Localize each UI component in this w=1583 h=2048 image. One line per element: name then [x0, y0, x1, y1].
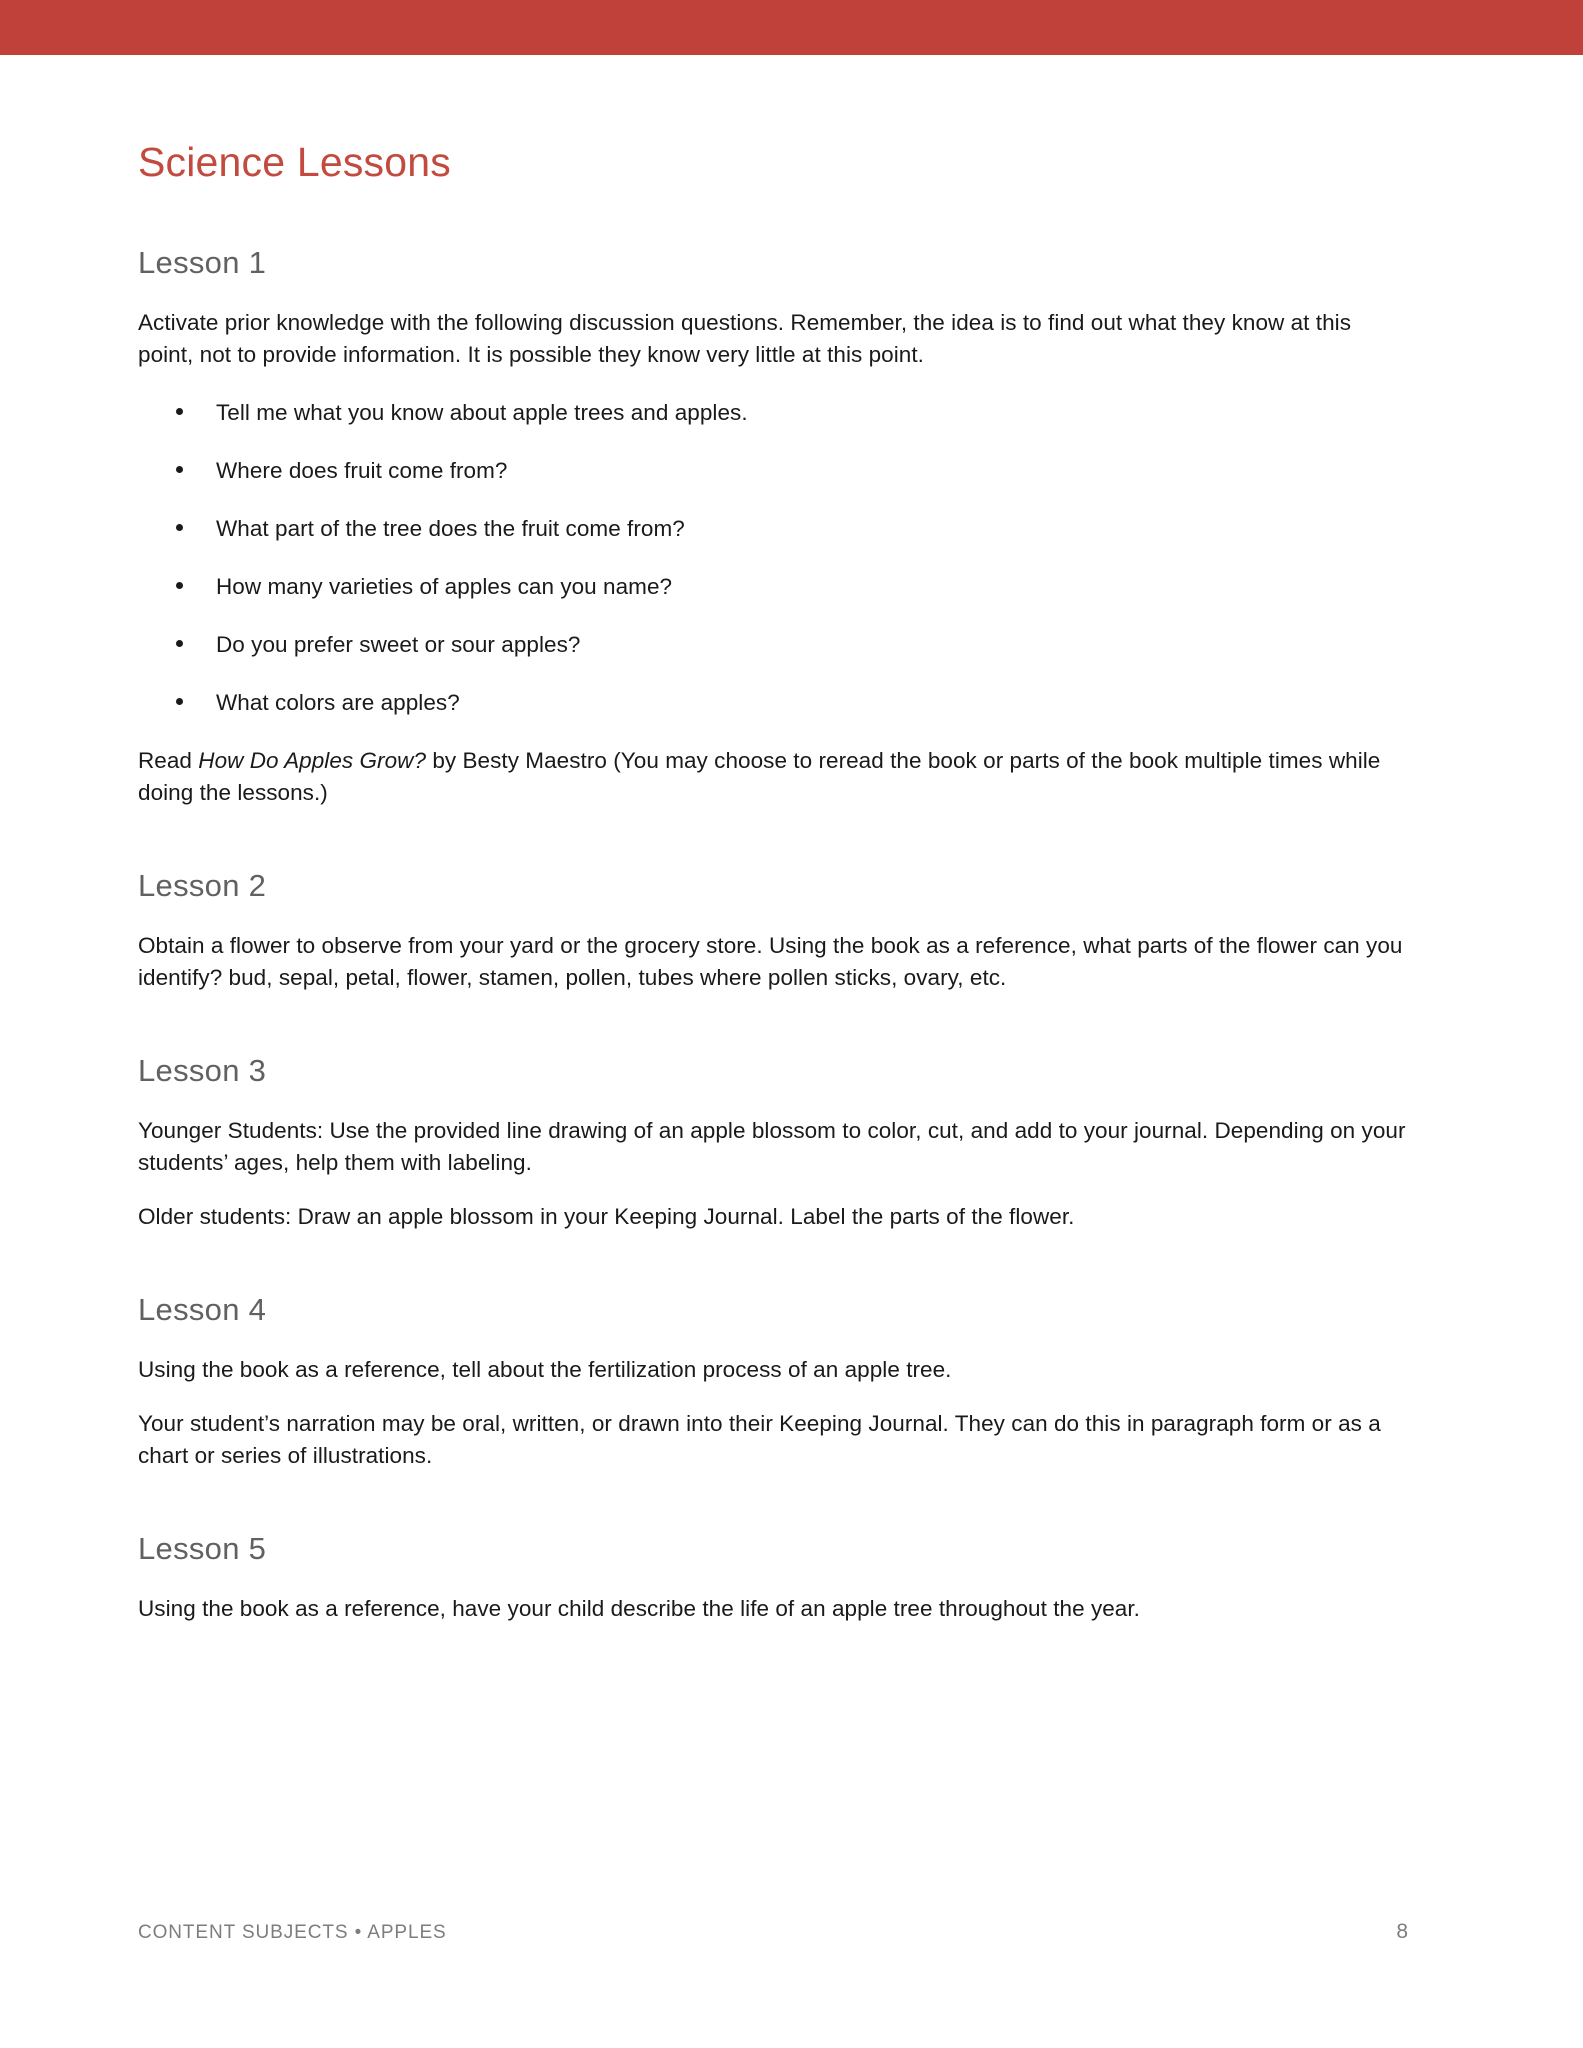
bullet-dot-icon — [176, 524, 183, 531]
footer-label: CONTENT SUBJECTS • APPLES — [138, 1922, 447, 1943]
top-banner — [0, 0, 1583, 55]
list-item — [138, 687, 1408, 719]
lesson-1-reading-paragraph — [138, 719, 1408, 809]
lesson-1-heading: Lesson 1 — [138, 245, 267, 281]
list-item-label: Do you prefer sweet or sour apples? — [216, 631, 581, 657]
list-item — [138, 629, 1408, 661]
reading-prefix: Read — [138, 747, 199, 773]
reading-suffix: by Besty Maestro (You may choose to reread the book or parts of the book multiple times while doing the lessons.) — [138, 747, 1381, 805]
lesson-2-paragraph-1: Obtain a flower to observe from your yard or the grocery store. Using the book as a reference, what parts of the flower can you identify? bud, sepal, petal, flower, stamen, pollen, tubes where pollen sticks, ovary, etc. — [138, 932, 1403, 990]
list-item — [138, 513, 1408, 545]
bullet-dot-icon — [176, 408, 183, 415]
list-item — [138, 571, 1408, 603]
lesson-1-intro-paragraph: Activate prior knowledge with the following discussion questions. Remember, the idea is to find out what they know at this point, not to provide information. It is possible they know very little at this point. — [138, 310, 1351, 368]
lesson-2-heading: Lesson 2 — [138, 867, 267, 903]
bullet-dot-icon — [176, 640, 183, 647]
document-content — [138, 55, 1408, 1625]
list-item-label: Where does fruit come from? — [216, 458, 508, 484]
lesson-4-paragraph-2: Your student’s narration may be oral, written, or drawn into their Keeping Journal. They can do this in paragraph form or as a chart or series of illustrations. — [138, 1410, 1381, 1468]
lesson-4-heading: Lesson 4 — [138, 1291, 267, 1327]
lesson-3-paragraph-1: Younger Students: Use the provided line drawing of an apple blossom to color, cut, and add to your journal. Depending on your students’ ages, help them with labeling. — [138, 1117, 1406, 1175]
book-title: How Do Apples Grow? — [198, 747, 427, 773]
lesson-5-heading: Lesson 5 — [138, 1530, 267, 1566]
page-footer — [138, 1920, 1408, 1944]
lesson-1-question-list — [138, 371, 1408, 719]
list-item — [138, 455, 1408, 487]
lesson-5-paragraph-1: Using the book as a reference, have your child describe the life of an apple tree throughout the year. — [138, 1595, 1140, 1621]
bullet-dot-icon — [176, 582, 183, 589]
list-item-label: What colors are apples? — [216, 689, 460, 715]
list-item — [138, 397, 1408, 429]
list-item-label: Tell me what you know about apple trees and apples. — [216, 400, 748, 426]
footer-page-number: 8 — [1396, 1920, 1408, 1943]
bullet-dot-icon — [176, 698, 183, 705]
lesson-3-paragraph-2: Older students: Draw an apple blossom in your Keeping Journal. Label the parts of the flower. — [138, 1203, 1075, 1229]
list-item-label: How many varieties of apples can you name? — [216, 574, 673, 600]
page-title: Science Lessons — [138, 139, 451, 185]
bullet-dot-icon — [176, 466, 183, 473]
lesson-3-heading: Lesson 3 — [138, 1052, 267, 1088]
list-item-label: What part of the tree does the fruit come from? — [216, 516, 685, 542]
lesson-4-paragraph-1: Using the book as a reference, tell about the fertilization process of an apple tree. — [138, 1356, 952, 1382]
